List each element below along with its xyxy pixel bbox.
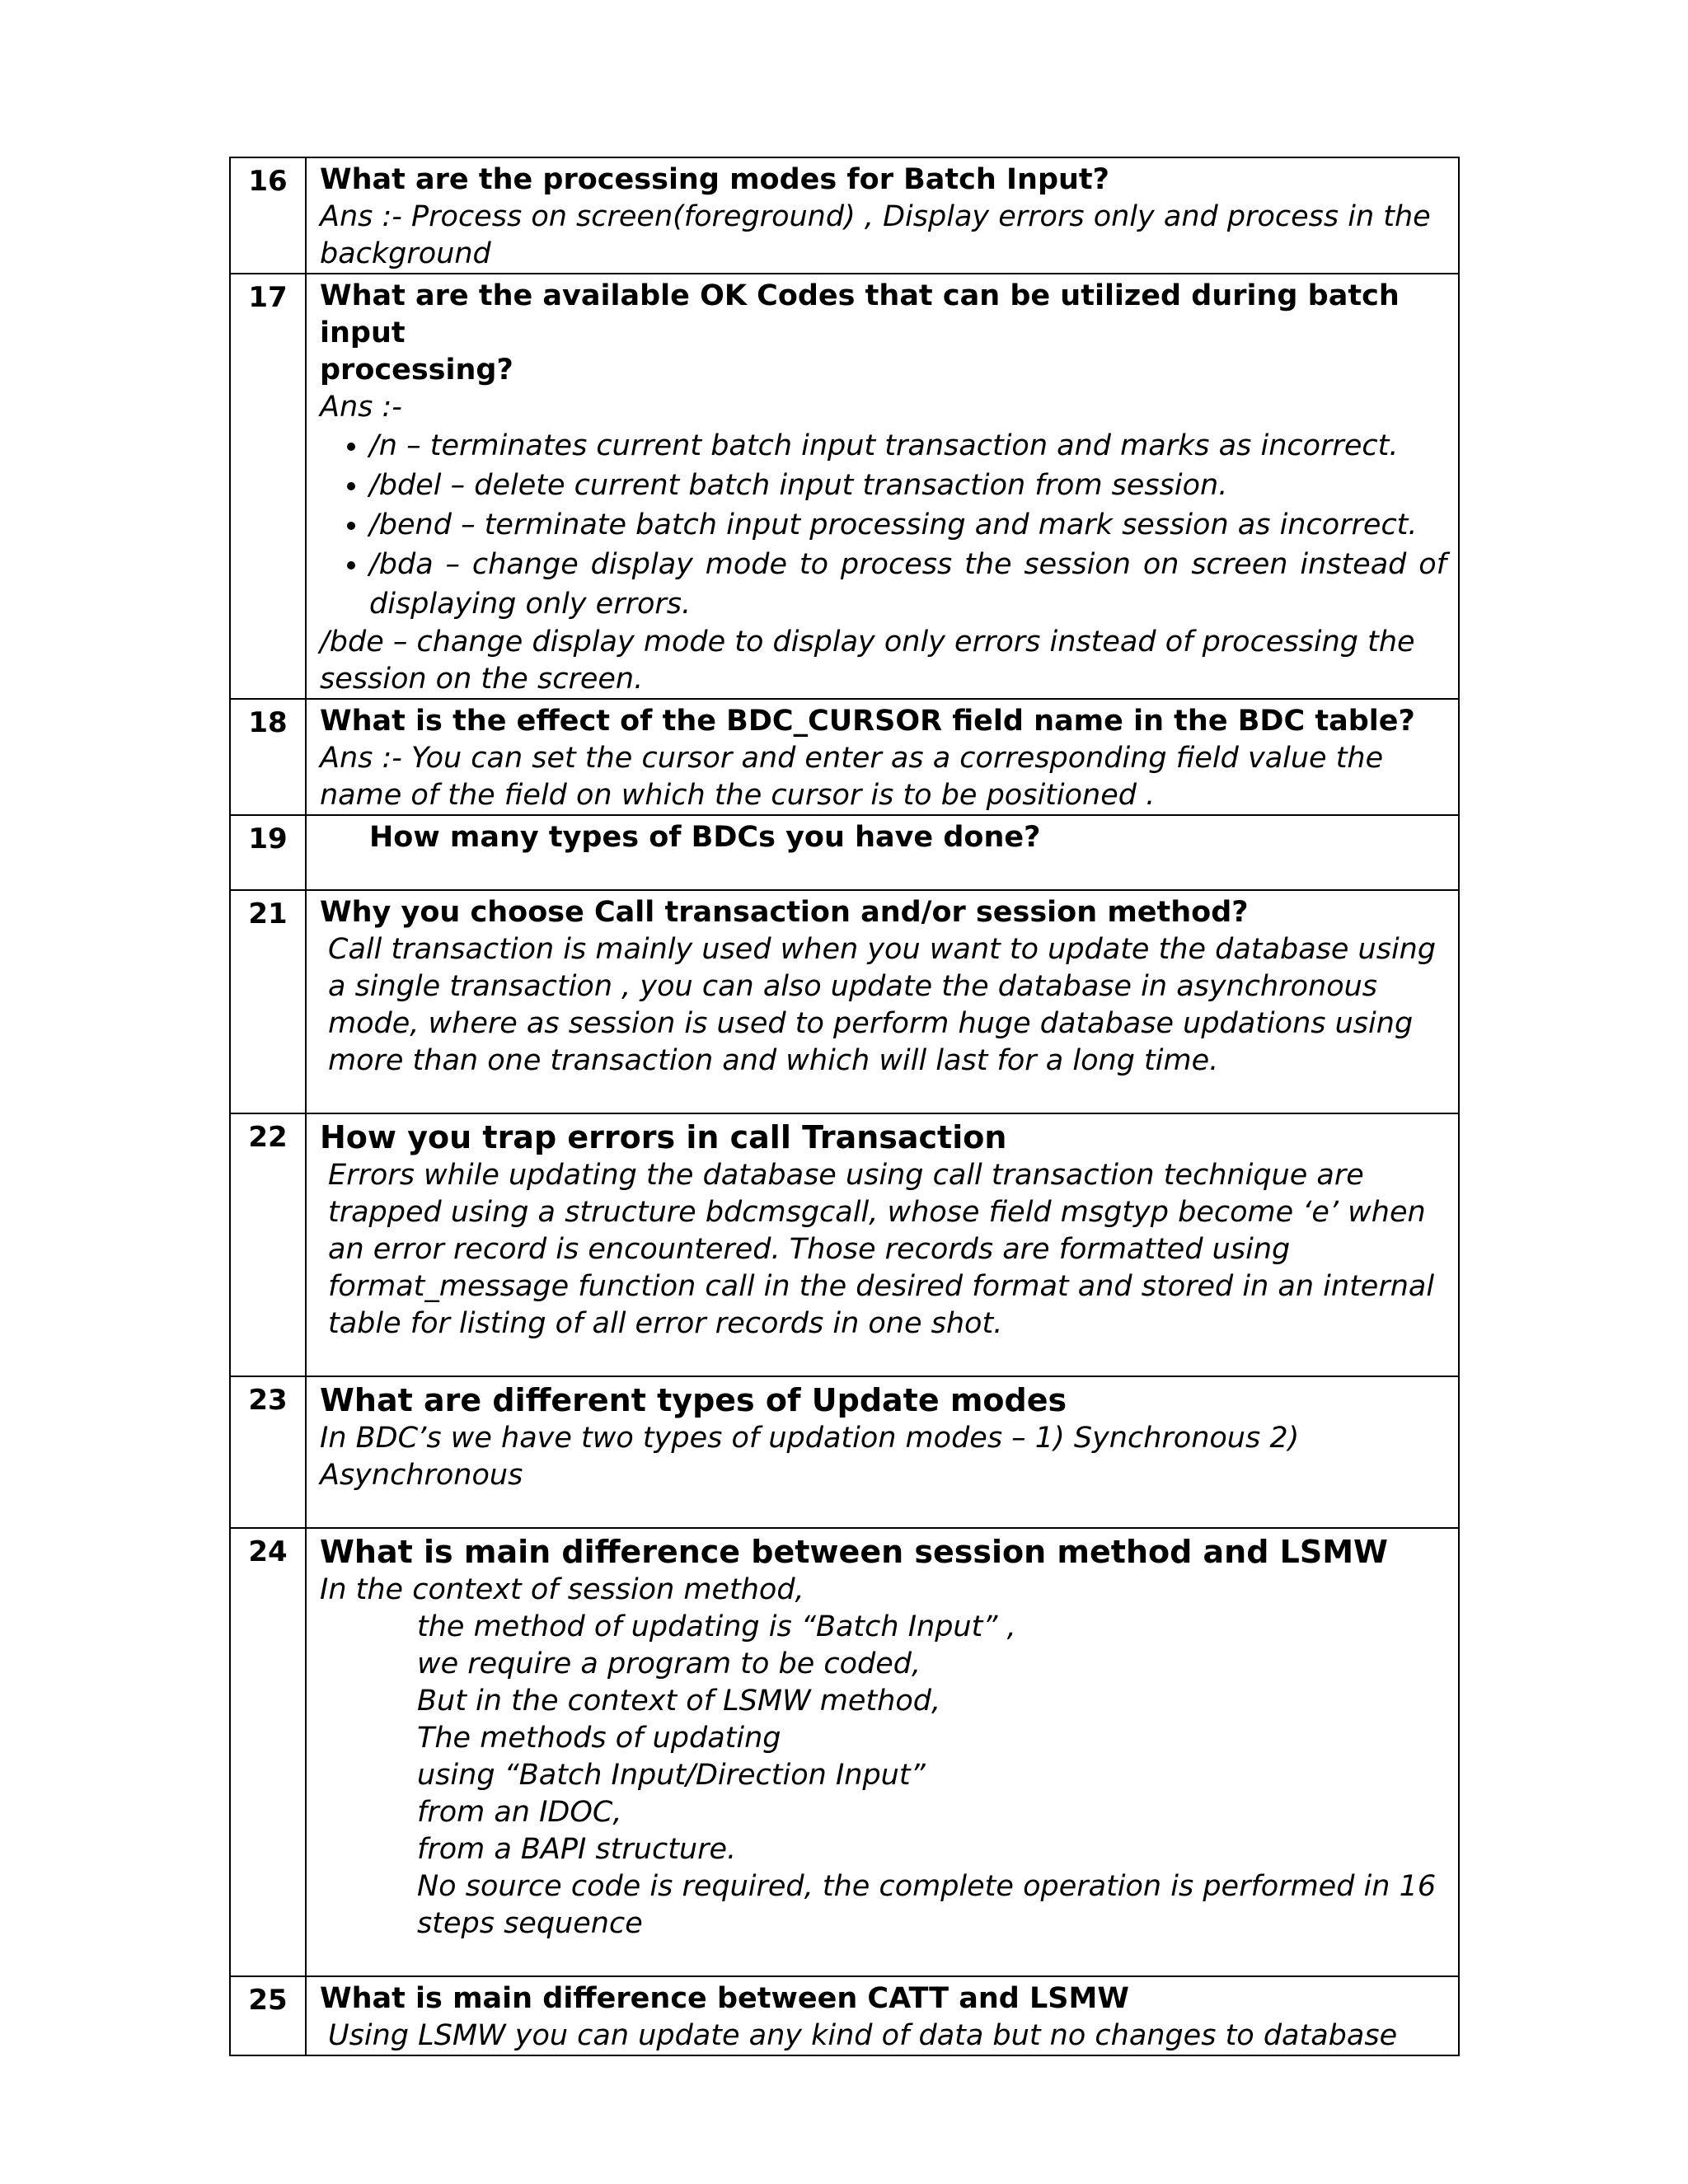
answer-line: name of the field on which the cursor is to be positioned . bbox=[320, 779, 1156, 812]
spacer bbox=[320, 856, 1447, 889]
question-text: Why you choose Call transaction and/or session method? bbox=[320, 896, 1249, 929]
table-row-25 bbox=[230, 1976, 1459, 2055]
answer-line: Asynchronous bbox=[320, 1459, 523, 1492]
row-content bbox=[306, 890, 1459, 1113]
answer-line: format_message function call in the desired format and stored in an internal bbox=[328, 1270, 1435, 1303]
answer-line: from a BAPI structure. bbox=[417, 1833, 737, 1866]
row-number: 23 bbox=[230, 1376, 306, 1528]
answer-line: more than one transaction and which will last for a long time. bbox=[328, 1044, 1219, 1077]
answer-line: No source code is required, the complete operation is performed in 16 bbox=[417, 1870, 1437, 1903]
question-text: What is main difference between session method and LSMW bbox=[320, 1534, 1388, 1570]
answer-line: Ans :- Process on screen(foreground) , Display errors only and process in the bbox=[320, 200, 1431, 233]
row-number: 17 bbox=[230, 274, 306, 699]
row-content bbox=[306, 157, 1459, 274]
list-item: • /bda – change display mode to process the session on screen instead of displaying only errors. bbox=[369, 545, 1447, 624]
list-item: • /n – terminates current batch input transaction and marks as incorrect. bbox=[369, 426, 1447, 466]
answer-line: Call transaction is mainly used when you want to update the database using bbox=[328, 933, 1437, 966]
answer-line: /bde – change display mode to display only errors instead of processing the bbox=[320, 626, 1415, 658]
list-item: • /bdel – delete current batch input transaction from session. bbox=[369, 466, 1447, 505]
answer-line: we require a program to be coded, bbox=[417, 1647, 921, 1680]
row-content bbox=[306, 1113, 1459, 1376]
row-content bbox=[306, 1376, 1459, 1528]
row-content bbox=[306, 1528, 1459, 1976]
question-text: What are the processing modes for Batch Input? bbox=[320, 163, 1109, 196]
table-row-24 bbox=[230, 1528, 1459, 1976]
answer-line: Errors while updating the database using call transaction technique are bbox=[328, 1159, 1364, 1192]
answer-line: But in the context of LSMW method, bbox=[417, 1685, 941, 1718]
row-number: 19 bbox=[230, 815, 306, 890]
answer-line: steps sequence bbox=[417, 1907, 643, 1940]
row-content bbox=[306, 815, 1459, 890]
row-content bbox=[306, 699, 1459, 815]
answer-line: Using LSMW you can update any kind of data but no changes to database bbox=[328, 2019, 1398, 2052]
question-text: What are different types of Update modes bbox=[320, 1382, 1067, 1418]
answer-intro: In the context of session method, bbox=[320, 1573, 804, 1606]
qa-table bbox=[229, 157, 1460, 2056]
spacer bbox=[320, 1080, 1447, 1113]
ok-code-list bbox=[320, 426, 1447, 624]
answer-line: from an IDOC, bbox=[417, 1796, 622, 1829]
row-content bbox=[306, 1976, 1459, 2055]
table-row-21 bbox=[230, 890, 1459, 1113]
question-text: How many types of BDCs you have done? bbox=[369, 821, 1041, 854]
row-number: 18 bbox=[230, 699, 306, 815]
table-row-23 bbox=[230, 1376, 1459, 1528]
row-number: 21 bbox=[230, 890, 306, 1113]
list-item: • /bend – terminate batch input processing and mark session as incorrect. bbox=[369, 505, 1447, 545]
row-number: 25 bbox=[230, 1976, 306, 2055]
answer-line: In BDC’s we have two types of updation modes – 1) Synchronous 2) bbox=[320, 1422, 1300, 1455]
answer-line: the method of updating is “Batch Input” , bbox=[417, 1610, 1016, 1643]
answer-line: background bbox=[320, 237, 491, 270]
row-number: 16 bbox=[230, 157, 306, 274]
answer-line: The methods of updating bbox=[417, 1722, 781, 1755]
spacer bbox=[320, 1343, 1447, 1376]
answer-line: mode, where as session is used to perform huge database updations using bbox=[328, 1007, 1414, 1040]
row-number: 22 bbox=[230, 1113, 306, 1376]
table-row-16 bbox=[230, 157, 1459, 274]
question-text: How you trap errors in call Transaction bbox=[320, 1119, 1007, 1155]
answer-line: an error record is encountered. Those records are formatted using bbox=[328, 1233, 1291, 1266]
question-text: What is main difference between CATT and LSMW bbox=[320, 1982, 1129, 2015]
answer-line: table for listing of all error records in one shot. bbox=[328, 1307, 1003, 1340]
question-text: What are the available OK Codes that can be utilized during batch input bbox=[320, 279, 1400, 349]
answer-intro: Ans :- bbox=[320, 391, 402, 424]
question-text: What is the effect of the BDC_CURSOR field name in the BDC table? bbox=[320, 705, 1415, 738]
spacer bbox=[320, 1943, 1447, 1975]
row-content bbox=[306, 274, 1459, 699]
table-row-19 bbox=[230, 815, 1459, 890]
table-row-18 bbox=[230, 699, 1459, 815]
answer-line: trapped using a structure bdcmsgcall, whose field msgtyp become ‘e’ when bbox=[328, 1196, 1426, 1229]
answer-line: Ans :- You can set the cursor and enter as a corresponding field value the bbox=[320, 742, 1384, 775]
question-text: processing? bbox=[320, 354, 513, 387]
row-number: 24 bbox=[230, 1528, 306, 1976]
answer-line: using “Batch Input/Direction Input” bbox=[417, 1759, 926, 1792]
table-row-22 bbox=[230, 1113, 1459, 1376]
table-row-17 bbox=[230, 274, 1459, 699]
spacer bbox=[320, 1494, 1447, 1527]
answer-line: a single transaction , you can also update the database in asynchronous bbox=[328, 970, 1378, 1003]
answer-line: session on the screen. bbox=[320, 663, 644, 696]
